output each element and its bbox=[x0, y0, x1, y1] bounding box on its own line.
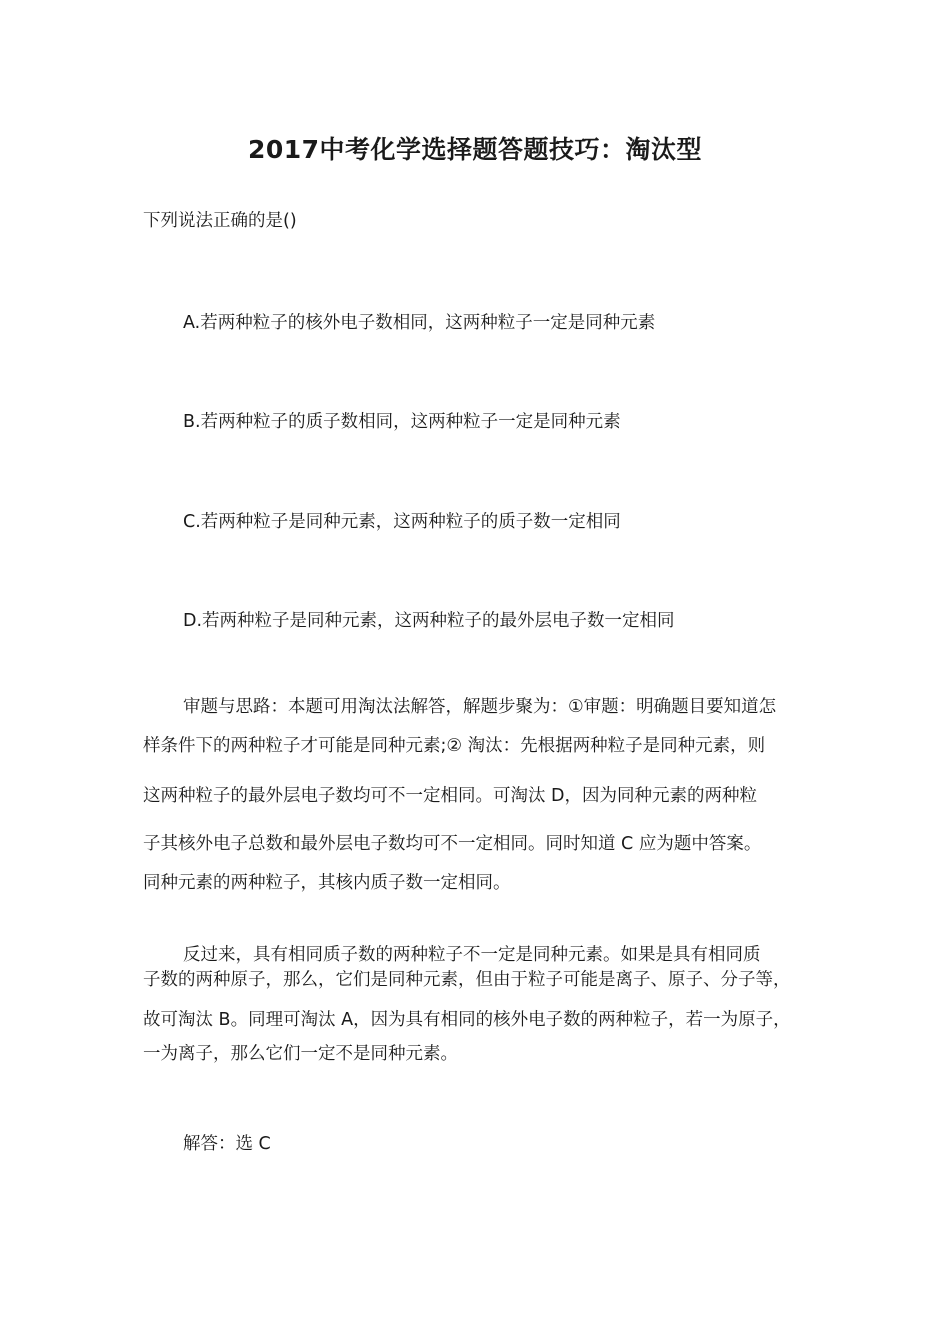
reverse-line: 一为离子，那么它们一定不是同种元素。 bbox=[143, 1044, 458, 1064]
document-title: 2017中考化学选择题答题技巧：淘汰型 bbox=[247, 135, 703, 164]
option-c: C.若两种粒子是同种元素，这两种粒子的质子数一定相同 bbox=[183, 512, 621, 532]
analysis-line: 审题与思路：本题可用淘汰法解答，解题步聚为：①审题：明确题目要知道怎 bbox=[183, 697, 777, 717]
option-d: D.若两种粒子是同种元素，这两种粒子的最外层电子数一定相同 bbox=[183, 611, 675, 631]
analysis-line: 同种元素的两种粒子，其核内质子数一定相同。 bbox=[143, 873, 511, 893]
analysis-line: 这两种粒子的最外层电子数均可不一定相同。可淘汰 D，因为同种元素的两种粒 bbox=[143, 786, 758, 806]
analysis-line: 样条件下的两种粒子才可能是同种元素;② 淘汰：先根据两种粒子是同种元素，则 bbox=[143, 736, 766, 756]
answer-text: 解答：选 C bbox=[183, 1134, 271, 1154]
option-a: A.若两种粒子的核外电子数相同，这两种粒子一定是同种元素 bbox=[183, 313, 656, 333]
reverse-line: 子数的两种原子，那么，它们是同种元素，但由于粒子可能是离子、原子、分子等， bbox=[143, 970, 791, 990]
reverse-line: 故可淘汰 B。同理可淘汰 A，因为具有相同的核外电子数的两种粒子，若一为原子， bbox=[143, 1010, 791, 1030]
option-b: B.若两种粒子的质子数相同，这两种粒子一定是同种元素 bbox=[183, 412, 621, 432]
analysis-line: 子其核外电子总数和最外层电子数均可不一定相同。同时知道 C 应为题中答案。 bbox=[143, 834, 762, 854]
question-text: 下列说法正确的是() bbox=[143, 211, 297, 231]
reverse-line: 反过来，具有相同质子数的两种粒子不一定是同种元素。如果是具有相同质 bbox=[183, 945, 761, 965]
